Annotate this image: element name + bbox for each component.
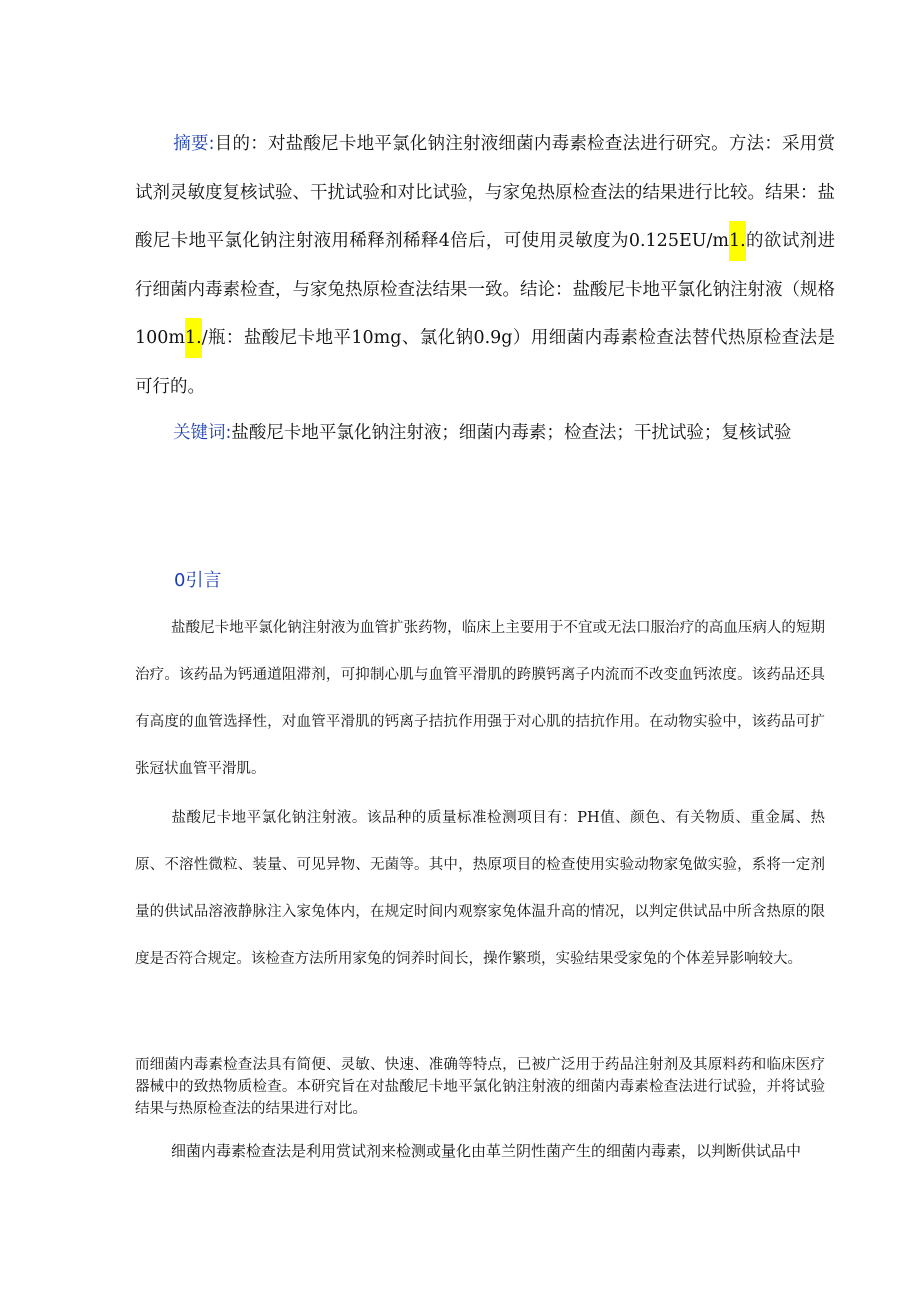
abstract-text-2: 的欲试剂进行细菌内毒素检查，与家兔热原检查法结果一致。结论：盐酸尼卡地平氯化钠注射液（规格100m bbox=[135, 231, 835, 348]
paragraph-4-text: 细菌内毒素检查法是利用赏试剂来检测或量化由革兰阴性菌产生的细菌内毒素，以判断供试品中 bbox=[171, 1142, 802, 1160]
abstract-text-3: /瓶：盐酸尼卡地平10mg、氯化钠0.9g）用细菌内毒素检查法替代热原检查法是可行的。 bbox=[135, 328, 835, 397]
highlight-unit-1: 1. bbox=[729, 221, 746, 261]
highlight-unit-2: 1. bbox=[185, 318, 202, 358]
keywords-label: 关键词: bbox=[173, 423, 232, 443]
abstract-label: 摘要: bbox=[173, 134, 215, 154]
abstract-paragraph bbox=[135, 120, 835, 411]
body-paragraph-4 bbox=[135, 1128, 825, 1175]
keywords-text: 盐酸尼卡地平氯化钠注射液；细菌内毒素；检查法；干扰试验；复核试验 bbox=[231, 423, 792, 443]
abstract-text-1: 目的：对盐酸尼卡地平氯化钠注射液细菌内毒素检查法进行研究。方法：采用赏试剂灵敏度复核试验、干扰试验和对比试验，与家兔热原检查法的结果进行比较。结果：盐酸尼卡地平氯化钠注射液用稀释剂稀释4倍后，可使用灵敏度为0.125EU/m bbox=[135, 134, 835, 251]
paragraph-1-text: 盐酸尼卡地平氯化钠注射液为血管扩张药物，临床上主要用于不宜或无法口服治疗的高血压病人的短期治疗。该药品为钙通道阻滞剂，可抑制心肌与血管平滑肌的跨膜钙离子内流而不改变血钙浓度。该药品还具有高度的血管选择性，对血管平滑肌的钙离子拮抗作用强于对心肌的拮抗作用。在动物实验中，该药品可扩张冠状血管平滑肌。 bbox=[135, 620, 825, 777]
body-paragraph-1 bbox=[135, 605, 825, 793]
paragraph-3-text: 而细菌内毒素检查法具有简便、灵敏、快速、准确等特点，已被广泛用于药品注射剂及其原料药和临床医疗器械中的致热物质检查。本研究旨在对盐酸尼卡地平氯化钠注射液的细菌内毒素检查法进行试验，并将试验结果与热原检查法的结果进行对比。 bbox=[135, 1057, 825, 1117]
body-paragraph-3 bbox=[135, 1054, 825, 1120]
section-title: 0引言 bbox=[174, 570, 222, 591]
keywords-paragraph bbox=[135, 409, 835, 457]
paragraph-2-text: 盐酸尼卡地平氯化钠注射液。该品种的质量标准检测项目有：PH值、颜色、有关物质、重金属、热原、不溶性微粒、装量、可见异物、无菌等。其中，热原项目的检查使用实验动物家兔做实验，系将一定剂量的供试品溶液静脉注入家兔体内，在规定时间内观察家兔体温升高的情况，以判定供试品中所含热原的限度是否符合规定。该检查方法所用家兔的饲养时间长，操作繁琐，实验结果受家兔的个体差异影响较大。 bbox=[135, 810, 825, 967]
body-paragraph-2 bbox=[135, 795, 825, 983]
